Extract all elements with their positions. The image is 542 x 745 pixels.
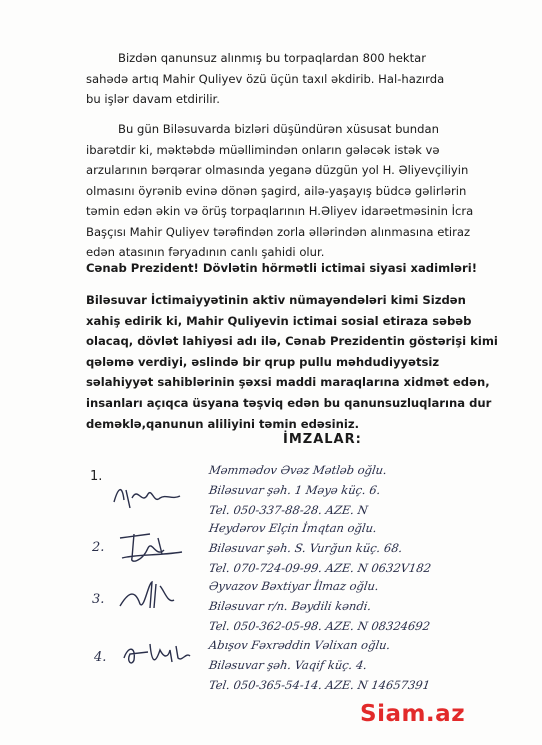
signature-3 [114, 576, 184, 616]
text-line: olacaq, dövlət lahiyəsi adı ilə, Cənab Prezidentin göstərişi kimi [86, 334, 498, 349]
signatory-address: Biləsuvar şəh. S. Vurğun küç. 68. [208, 541, 404, 555]
text-line: Bu gün Biləsuvarda bizləri düşündürən xüsusat bundan [118, 122, 439, 136]
text-line: qələmə verdiyi, əslində bir qrup pullu məhdudiyyətsiz [86, 354, 440, 369]
signatory-address: Biləsuvar şəh. 1 Məyə küç. 6. [208, 483, 382, 497]
text-line: Başçısı Mahir Quliyev tərəfindən zorla əllərindən alınmasına etiraz [86, 224, 471, 239]
signatory-phone-passport: Tel. 050-365-54-14. AZE. N 14657391 [208, 678, 431, 692]
text-line: insanları açıqca üsyana təşviq edən bu qanunsuzluqlarına dur [86, 395, 492, 410]
signatory-phone-passport: Tel. 050-337-88-28. AZE. N [208, 503, 369, 517]
text-line: xahiş edirik ki, Mahir Quliyevin ictimai sosial etiraza səbəb [86, 313, 472, 328]
signatory-address: Biləsuvar r/n. Bəydili kəndi. [208, 599, 373, 613]
paragraph-land-sown [86, 48, 506, 110]
signatory-name: Heydərov Elçin İmqtan oğlu. [208, 521, 378, 535]
text-line: Bizdən qanunsuz alınmış bu torpaqlardan 800 hektar [118, 51, 427, 65]
paragraph-witness [86, 119, 506, 263]
text-line: arzularının bərqərar olmasında yeganə düzgün yol H. Əliyevçiliyin [86, 163, 469, 177]
text-line: bu işlər davam etdirilir. [86, 92, 220, 106]
signature-2 [112, 528, 192, 568]
text-line: təmin edən əkin və örüş torpaqlarının H.Əliyev idarəetməsinin İcra [86, 204, 474, 218]
appeal-heading: Cənab Prezident! Dövlətin hörmətli ictimai siyasi xadimləri! [86, 261, 477, 275]
logo-text: Siam.az [360, 701, 466, 727]
text-line: səlahiyyət sahiblərinin şəxsi maddi maraqlarına xidmət edən, [86, 375, 490, 390]
signature-1 [108, 478, 188, 514]
signatory-address: Biləsuvar şəh. Vaqif küç. 4. [208, 658, 368, 672]
signatory-number: 3. [92, 592, 105, 607]
signatory-number: 2. [92, 540, 105, 555]
text-line: olmasını öyrənib evinə dönən şagird, ailə-yaşayış büdcə gəlirlərin [86, 183, 467, 198]
text-line: deməklə,qanunun aliliyini təmin edəsiniz. [86, 416, 360, 431]
text-line: sahədə artıq Mahir Quliyev özü üçün taxıl əkdirib. Hal-hazırda [86, 71, 445, 86]
signature-4 [120, 636, 200, 670]
signatory-name: Məmmədov Əvəz Mətləb oğlu. [208, 463, 388, 477]
signatures-title: İMZALAR: [283, 432, 362, 447]
text-line: edən atasının fəryadının canlı şahidi olur. [86, 245, 325, 259]
signatory-name: Əyvazov Bəxtiyar İlmaz oğlu. [208, 579, 380, 593]
paragraph-request [86, 290, 506, 434]
text-line: Biləsuvar İctimaiyyətinin aktiv nümayəndələri kimi Sizdən [86, 293, 466, 307]
siam-az-logo [360, 697, 510, 731]
signatory-phone-passport: Tel. 050-362-05-98. AZE. N 08324692 [208, 619, 431, 633]
signatory-number: 4. [94, 650, 107, 665]
text-line: ibarətdir ki, məktəbdə müəllimindən onların gələcək istək və [86, 142, 440, 157]
signatory-name: Abışov Fəxrəddin Vəlixan oğlu. [208, 638, 392, 652]
signatory-phone-passport: Tel. 070-724-09-99. AZE. N 0632V182 [208, 561, 432, 575]
signatory-number: 1. [90, 469, 103, 484]
